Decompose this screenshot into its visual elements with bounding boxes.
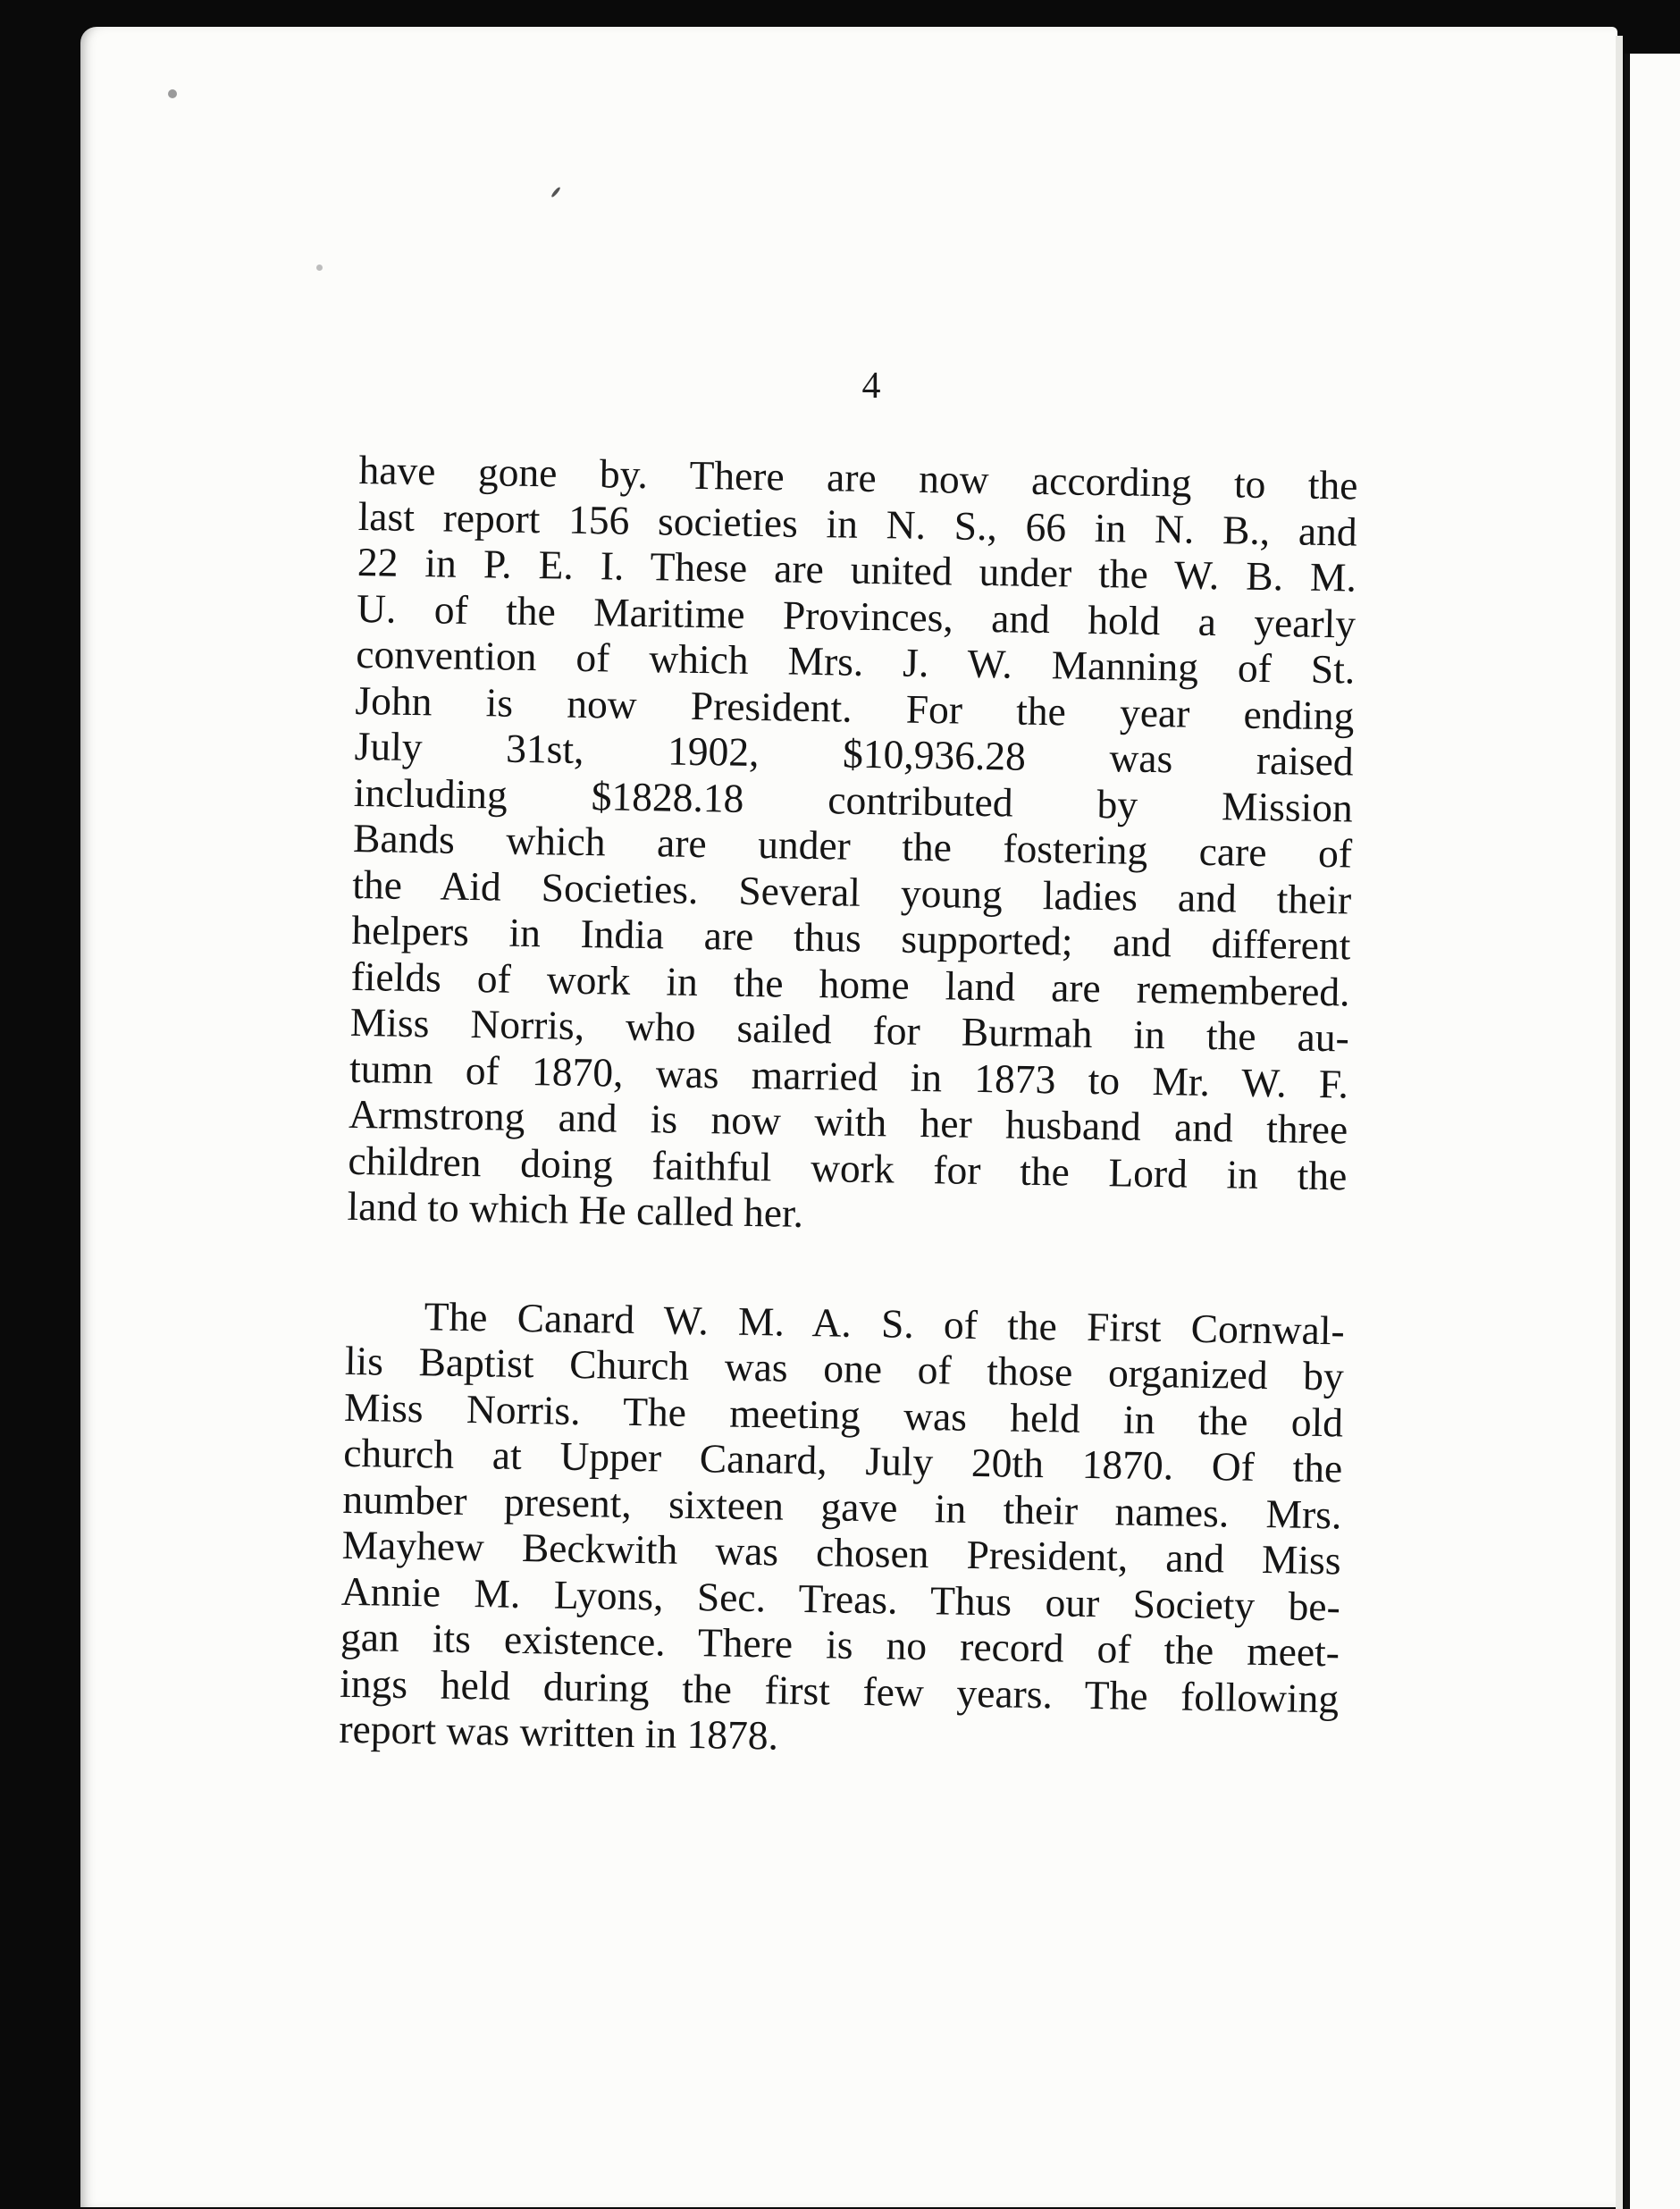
text-line: including $1828.18 contributed by Mission xyxy=(353,769,1354,831)
text-line: have gone by. There are now according to the xyxy=(358,447,1358,508)
text-line: gan its existence. There is no record of the meet- xyxy=(340,1613,1340,1676)
text-line: Bands which are under the fostering care of xyxy=(352,814,1353,877)
next-page-edge xyxy=(1616,36,1623,2209)
text-line: last report 156 societies in N. S., 66 in N. B., and xyxy=(357,492,1358,555)
paragraph xyxy=(347,447,1358,1245)
text-line: Miss Norris. The meeting was held in the old xyxy=(343,1383,1344,1445)
text-line: Annie M. Lyons, Sec. Treas. Thus our Society be- xyxy=(340,1567,1341,1629)
paper-speck xyxy=(316,265,323,271)
text-line: tumn of 1870, was married in 1873 to Mr. W. F. xyxy=(349,1045,1349,1106)
text-line: July 31st, 1902, $10,936.28 was raised xyxy=(354,722,1355,785)
paper-speck xyxy=(550,186,561,197)
text-line: helpers in India are thus supported; and different xyxy=(351,906,1351,969)
text-line: Miss Norris, who sailed for Burmah in the au- xyxy=(349,998,1350,1061)
text-line: the Aid Societies. Several young ladies and their xyxy=(351,861,1352,922)
text-line: Armstrong and is now with her husband and three xyxy=(348,1090,1348,1153)
page-number: 4 xyxy=(861,365,881,407)
paragraph xyxy=(339,1291,1345,1767)
text-line: land to which He called her. xyxy=(347,1182,804,1236)
text-line: children doing faithful work for the Lord in the xyxy=(348,1137,1348,1198)
text-line: Mayhew Beckwith was chosen President, and Miss xyxy=(341,1521,1341,1583)
paper-speck xyxy=(168,89,177,98)
text-line: 22 in P. E. I. These are united under the W. B. M. xyxy=(357,538,1357,601)
text-line: report was written in 1878. xyxy=(339,1705,779,1759)
text-line: church at Upper Canard, July 20th 1870. Of the xyxy=(342,1429,1343,1491)
text-line: John is now President. For the year ending xyxy=(355,676,1355,739)
text-line: convention of which Mrs. J. W. Manning of St. xyxy=(355,630,1356,693)
text-line: number present, sixteen gave in their names. Mrs. xyxy=(342,1475,1342,1537)
text-line: fields of work in the home land are remembered. xyxy=(350,953,1350,1014)
body-text xyxy=(339,447,1358,1768)
text-line: The Canard W. M. A. S. of the First Cornwal- xyxy=(424,1292,1346,1353)
text-line: U. of the Maritime Provinces, and hold a yearly xyxy=(356,584,1357,647)
text-line: lis Baptist Church was one of those organized by xyxy=(344,1337,1345,1399)
next-page-margin xyxy=(1625,54,1680,2209)
text-line: ings held during the first few years. The following xyxy=(339,1659,1340,1721)
